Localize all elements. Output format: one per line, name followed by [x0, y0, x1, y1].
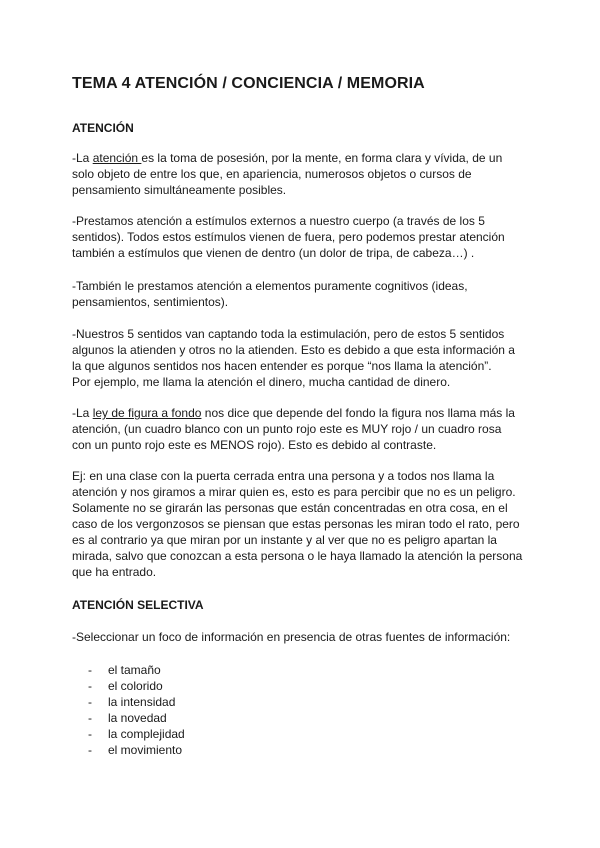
section-heading-atencion: ATENCIÓN	[72, 121, 134, 135]
document-title: TEMA 4 ATENCIÓN / CONCIENCIA / MEMORIA	[72, 75, 425, 92]
paragraph-cognitive: -También le prestamos atención a elementos puramente cognitivos (ideas, pensamientos, sentimientos).	[72, 279, 468, 309]
list-item: - la novedad	[88, 711, 167, 725]
paragraph-definition: -La atención es la toma de posesión, por la mente, en forma clara y vívida, de un solo objeto de entre los que, en apariencia, numerosos objetos o cursos de pensamiento simultáneamente posibles.	[72, 151, 503, 197]
list-item: - el movimiento	[88, 743, 183, 757]
list-item: - el colorido	[88, 679, 163, 693]
paragraph-selective: -Seleccionar un foco de información en presencia de otras fuentes de información:	[72, 630, 511, 644]
paragraph-figure-ground: -La ley de figura a fondo nos dice que depende del fondo la figura nos llama más la atención, (un cuadro blanco con un punto rojo este es MUY rojo / un cuadro rosa con un punto rojo este es MENOS rojo). Esto es debido al contraste.	[72, 406, 515, 452]
term-ley-figura-fondo: ley de figura a fondo	[92, 406, 202, 420]
selective-factors-list	[88, 662, 185, 758]
list-item: - la complejidad	[88, 727, 185, 741]
paragraph-example: Ej: en una clase con la puerta cerrada entra una persona y a todos nos llama la atención y nos giramos a mirar quien es, esto es para percibir que no es un peligro. Solamente no se girarán las personas que están concentradas en otra cosa, en el caso de los vergonzosos se piensan que estas personas les miran todo el rato, pero es al contrario ya que miran por un instante y al ver que no es peligro apartan la mirada, salvo que conozcan a esta persona o le haya llamado la atención la persona que ha entrado.	[72, 469, 523, 579]
list-item: - el tamaño	[88, 663, 161, 677]
list-item: - la intensidad	[88, 695, 176, 709]
paragraph-external-stimuli: -Prestamos atención a estímulos externos a nuestro cuerpo (a través de los 5 sentidos). Todos estos estímulos vienen de fuera, pero podemos prestar atención también a estímulos que vienen de dentro (un dolor de tripa, de cabeza…) .	[72, 214, 505, 260]
section-heading-atencion-selectiva: ATENCIÓN SELECTIVA	[72, 598, 204, 612]
term-atencion: atención	[92, 151, 142, 165]
paragraph-senses: -Nuestros 5 sentidos van captando toda la estimulación, pero de estos 5 sentidos algunos la atienden y otros no la atienden. Esto es debido a que esta información a la que algunos sentidos nos hacen entender es porque “nos llama la atención”. Por ejemplo, me llama la atención el dinero, mucha cantidad de dinero.	[72, 327, 515, 389]
